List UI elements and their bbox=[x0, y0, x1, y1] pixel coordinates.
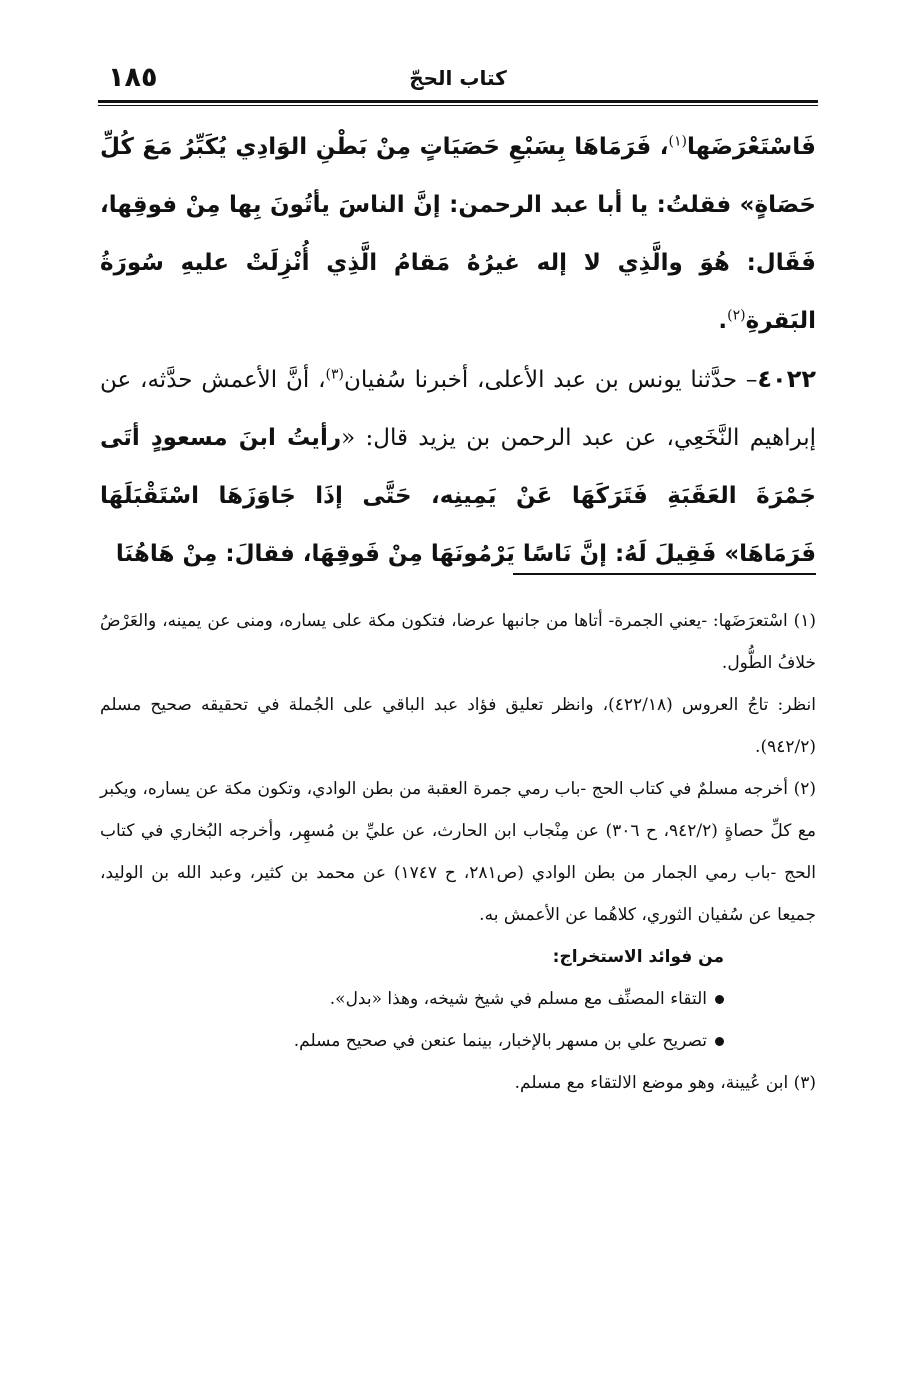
bullet-text-2: تصريح علي بن مسهر بالإخبار، بينما عنعن في صحيح مسلم. bbox=[293, 1031, 707, 1051]
footnote-ref-3: (٣) bbox=[325, 366, 344, 383]
footnotes bbox=[100, 600, 816, 1104]
running-title: كتاب الحجّ bbox=[409, 66, 507, 90]
bullet-item-1 bbox=[100, 978, 816, 1020]
bullet-item-2 bbox=[100, 1020, 816, 1062]
footnote-2-subheading: من فوائد الاستخراج: bbox=[552, 947, 724, 967]
bullet-icon bbox=[715, 1037, 724, 1046]
isnad-text-continuation: ، أنَّ الأعمش حدَّثه، عن إبراهيم النَّخَعِي، عن عبد الرحمن بن يزيد قال: « bbox=[100, 367, 816, 451]
footnote-2: (٢) أخرجه مسلمٌ في كتاب الحج -باب رمي جمرة العقبة من بطن الوادي، وتكون مكة عن يساره، ويكبر مع كلِّ حصاةٍ (٩٤٢/٢، ح ٣٠٦) عن مِنْجاب ابن الحارث، عن عليِّ بن مُسهِر، وأخرجه البُخاري في كتاب الحج -باب رمي الجمار من بطن الوادي (ص٢٨١، ح ١٧٤٧) عن محمد بن كثير، وعبد الله بن الوليد، جميعا عن سُفيان الثوري، كلاهُما عن الأعمش به. bbox=[100, 779, 816, 925]
sentence-end: . bbox=[718, 308, 728, 334]
page-header bbox=[98, 60, 818, 100]
footnote-separator bbox=[513, 573, 816, 575]
footnote-1: (١) اسْتعرَضَها: -يعني الجمرة- أتاها من جانبها عرضا، فتكون مكة على يساره، ومنى عن يمينه، والعَرْضُ خلافُ الطُّول. bbox=[100, 611, 816, 673]
header-rule bbox=[98, 100, 818, 103]
hadith-number: ٤٠٢٢ bbox=[757, 365, 816, 393]
hadith-text-start: فَاسْتَعْرَضَها bbox=[686, 134, 816, 160]
page-number: ١٨٥ bbox=[108, 62, 158, 93]
header-rule-thin bbox=[98, 105, 818, 106]
isnad-text: – حدَّثنا يونس بن عبد الأعلى، أخبرنا سُفيان bbox=[344, 367, 758, 393]
matn-text: رأيتُ ابنَ مسعودٍ أتَى جَمْرَةَ العَقَبَةِ فَتَرَكَهَا عَنْ يَمِينِه، حَتَّى إذَا جَاوَزَهَا اسْتَقْبَلَهَا فَرَمَاهَا» فَقِيلَ لَهُ: إنَّ نَاسًا يَرْمُونَهَا مِنْ فَوقِهَا، فقالَ: مِنْ هَاهُنَا bbox=[100, 425, 816, 567]
bullet-icon bbox=[715, 995, 724, 1004]
footnote-3: (٣) ابن عُيينة، وهو موضع الالتقاء مع مسلم. bbox=[514, 1073, 816, 1093]
bullet-text-1: التقاء المصنِّف مع مسلم في شيخ شيخه، وهذا «بدل». bbox=[329, 989, 707, 1009]
footnote-ref-2: (٢) bbox=[727, 307, 746, 324]
hadith-paragraph bbox=[100, 350, 816, 583]
footnote-1-reference: انظر: تاجُ العروس (٤٢٢/١٨)، وانظر تعليق فؤاد عبد الباقي على الجُملة في تحقيقه صحيح مسلم (٩٤٢/٢). bbox=[100, 695, 816, 757]
paragraph-continuation bbox=[100, 118, 816, 350]
hadith-text-continuation: ، فَرَمَاهَا بِسَبْعِ حَصَيَاتٍ مِنْ بَطْنِ الوَادِي يُكَبِّرُ مَعَ كُلِّ حَصَاةٍ» فقلتُ: يا أبا عبد الرحمن: إنَّ الناسَ يأتُونَ بِها مِنْ فوقِها، فَقَال: هُوَ والَّذِي لا إله غيرُهُ مَقامُ الَّذِي أُنْزِلَتْ عليهِ سُورَةُ البَقرةِ bbox=[100, 134, 816, 334]
main-text bbox=[100, 118, 816, 583]
footnote-ref-1: (١) bbox=[668, 133, 687, 150]
